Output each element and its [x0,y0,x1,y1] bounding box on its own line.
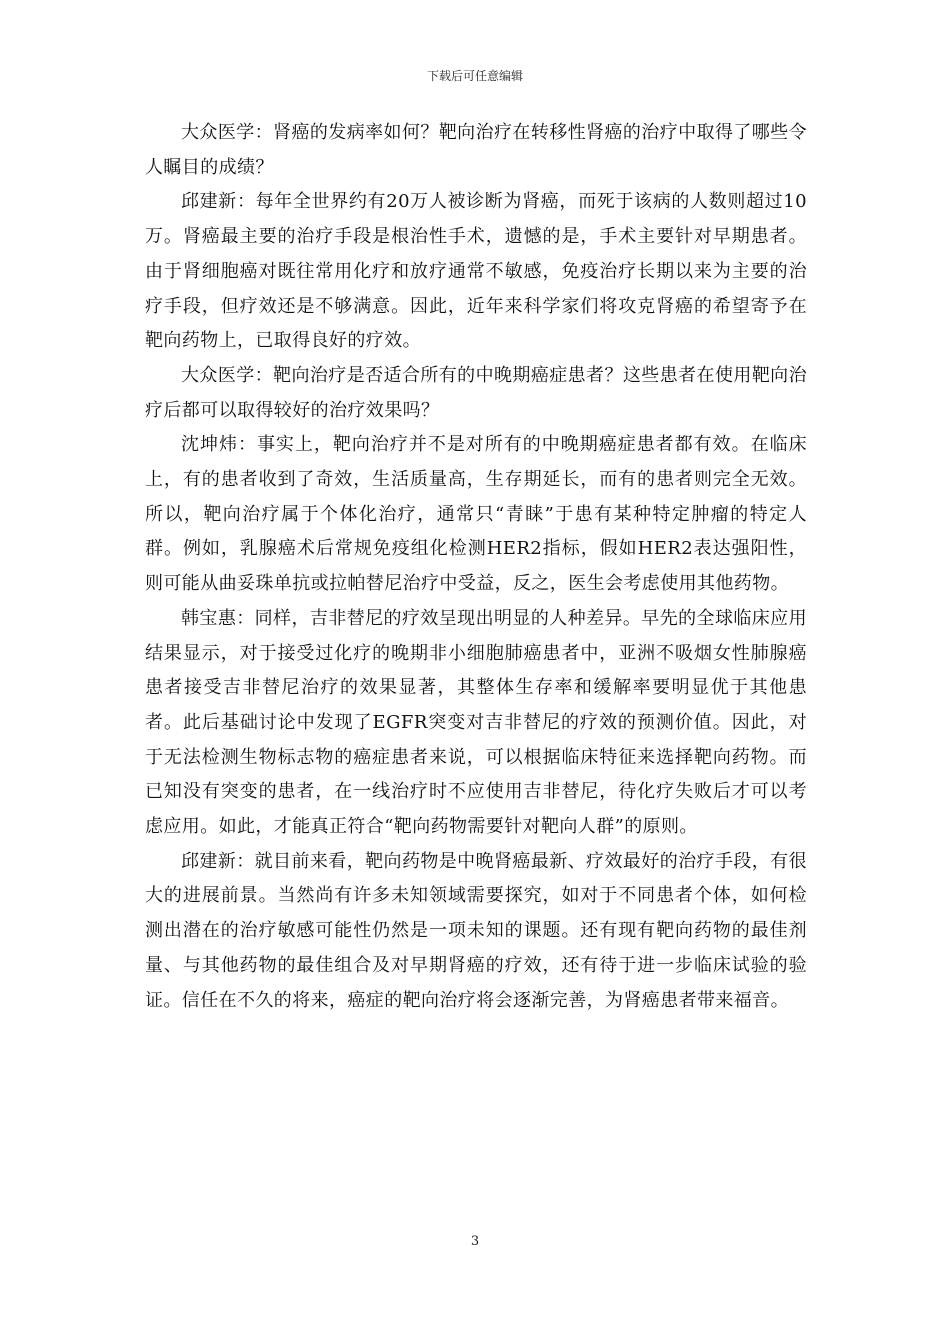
article-body [145,116,807,1018]
paragraph-question-1: 大众医学：肾癌的发病率如何？靶向治疗在转移性肾癌的治疗中取得了哪些令人瞩目的成绩？ [145,122,807,178]
paragraph-question-2: 大众医学：靶向治疗是否适合所有的中晚期癌症患者？这些患者在使用靶向治疗后都可以取得较好的治疗效果吗？ [145,364,807,421]
paragraph-answer-shen: 沈坤炜：事实上，靶向治疗并不是对所有的中晚期癌症患者都有效。在临床上，有的患者收到了奇效，生活质量高，生存期延长，而有的患者则完全无效。所以，靶向治疗属于个体化治疗，通常只“青睐”于患有某种特定肿瘤的特定人群。例如，乳腺癌术后常规免疫组化检测HER2指标，假如HER2表达强阳性，则可能从曲妥珠单抗或拉帕替尼治疗中受益，反之，医生会考虑使用其他药物。 [145,434,807,595]
paragraph-answer-qiu-2: 邱建新：就目前来看，靶向药物是中晚肾癌最新、疗效最好的治疗手段，有很大的进展前景。当然尚有许多未知领域需要探究，如对于不同患者个体，如何检测出潜在的治疗敏感可能性仍然是一项未知的课题。还有现有靶向药物的最佳剂量、与其他药物的最佳组合及对早期肾癌的疗效，还有待于进一步临床试验的验证。信任在不久的将来，癌症的靶向治疗将会逐渐完善，为肾癌患者带来福音。 [145,850,807,1011]
paragraph-answer-han: 韩宝惠：同样，吉非替尼的疗效呈现出明显的人种差异。早先的全球临床应用结果显示，对于接受过化疗的晚期非小细胞肺癌患者中，亚洲不吸烟女性肺腺癌患者接受吉非替尼治疗的效果显著，其整体生存率和缓解率要明显优于其他患者。此后基础讨论中发现了EGFR突变对吉非替尼的疗效的预测价值。因此，对于无法检测生物标志物的癌症患者来说，可以根据临床特征来选择靶向药物。而已知没有突变的患者，在一线治疗时不应使用吉非替尼，待化疗失败后才可以考虑应用。如此，才能真正符合“靶向药物需要针对靶向人群”的原则。 [145,607,807,838]
page-header: 下载后可任意编辑 [426,69,523,83]
paragraph-answer-qiu-1: 邱建新：每年全世界约有20万人被诊断为肾癌，而死于该病的人数则超过10万。肾癌最主要的治疗手段是根治性手术，遗憾的是，手术主要针对早期患者。由于肾细胞癌对既往常用化疗和放疗通常不敏感，免疫治疗长期以来为主要的治疗手段，但疗效还是不够满意。因此，近年来科学家们将攻克肾癌的希望寄予在靶向药物上，已取得良好的疗效。 [145,191,807,352]
page-number: 3 [470,1234,480,1249]
